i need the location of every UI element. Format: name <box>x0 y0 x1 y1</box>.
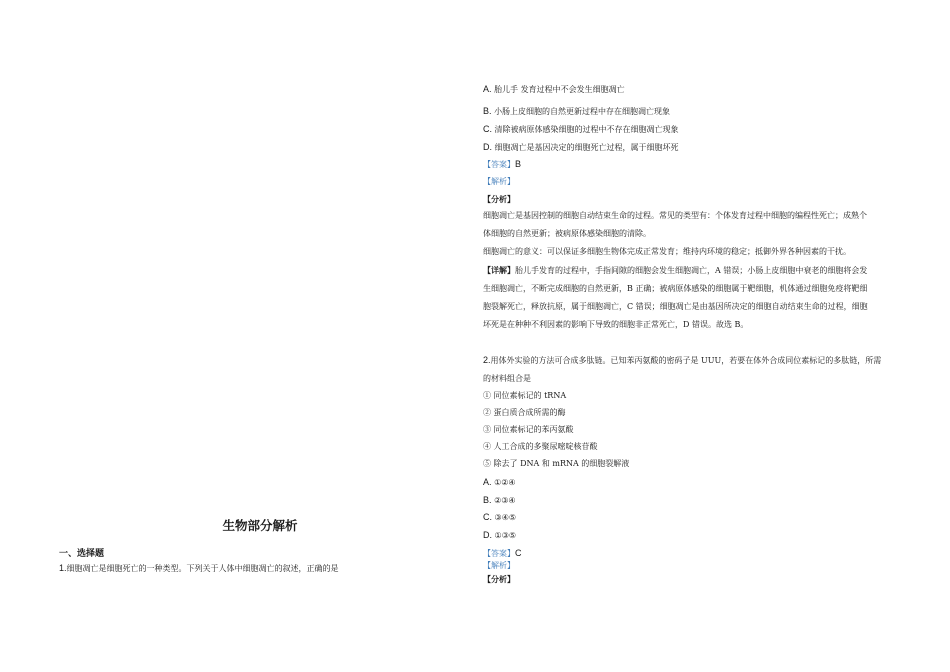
section-heading: 一、选择题 <box>59 549 105 559</box>
q2-option-b-letter: B. <box>483 495 492 505</box>
analysis-paragraph-line: 细胞凋亡的意义：可以保证多细胞生物体完成正常发育；维持内环境的稳定；抵御外界各种因素的干扰。 <box>483 247 851 256</box>
option-b-letter: B. <box>483 106 492 116</box>
detail-line: 坏死是在种种不利因素的影响下导致的细胞非正常死亡，D 错误。故选 B。 <box>483 320 749 329</box>
option-b-text: 小肠上皮细胞的自然更新过程中存在细胞凋亡现象 <box>494 107 671 116</box>
answer-1 <box>483 159 521 170</box>
q2-option-d-text: ①③⑤ <box>494 531 517 540</box>
question-2-text: 用体外实验的方法可合成多肽链。已知苯丙氨酸的密码子是 UUU，若要在体外合成同位素标记的多肽链，所需 <box>490 356 882 365</box>
analysis-paragraph-line: 体细胞的自然更新；被病原体感染细胞的清除。 <box>483 229 651 238</box>
page-title: 生物部分解析 <box>222 518 298 533</box>
answer-tag: 【答案】 <box>483 160 515 169</box>
question-1-text: 细胞凋亡是细胞死亡的一种类型。下列关于人体中细胞凋亡的叙述，正确的是 <box>66 564 339 573</box>
option-d-letter: D. <box>483 142 492 152</box>
material-item: ① 同位素标记的 tRNA <box>483 391 567 400</box>
option-a-text: 胎儿手 发育过程中不会发生细胞凋亡 <box>494 85 625 94</box>
q2-option-a <box>483 477 516 488</box>
analysis-tag: 【解析】 <box>483 177 515 186</box>
q2-option-d <box>483 530 516 541</box>
analysis-2-tag: 【解析】 <box>483 561 515 570</box>
detail-line: 生细胞凋亡，不断完成细胞的自然更新，B 正确；被病原体感染的细胞属于靶细胞，机体通过细胞免疫将靶细 <box>483 284 868 293</box>
answer-value: B <box>515 159 522 169</box>
detail-line <box>483 265 867 276</box>
material-item: ② 蛋白质合成所需的酶 <box>483 408 566 417</box>
q2-option-b-text: ②③④ <box>494 496 516 505</box>
option-a <box>483 84 625 95</box>
material-item: ⑤ 除去了 DNA 和 mRNA 的细胞裂解液 <box>483 459 630 468</box>
option-d <box>483 142 679 153</box>
option-d-text: 细胞凋亡是基因决定的细胞死亡过程，属于细胞坏死 <box>494 143 679 152</box>
material-item: ③ 同位素标记的苯丙氨酸 <box>483 425 574 434</box>
q2-option-c-text: ③④⑤ <box>494 513 517 522</box>
analysis-paragraph-line: 细胞凋亡是基因控制的细胞自动结束生命的过程。常见的类型有：个体发育过程中细胞的编程性死亡；成熟个 <box>483 211 867 220</box>
right-page <box>475 0 950 672</box>
fenxi-tag: 【分析】 <box>483 194 515 204</box>
question-2 <box>483 355 881 366</box>
material-item: ④ 人工合成的多聚尿嘧啶核苷酸 <box>483 442 598 451</box>
detail-line: 胞裂解死亡，释放抗原，属于细胞凋亡，C 错误；细胞凋亡是由基因所决定的细胞自动结束生命的过程，细胞 <box>483 302 868 311</box>
detail-tag: 【详解】 <box>483 265 515 275</box>
q2-option-a-text: ①②④ <box>494 478 516 487</box>
question-1-number: 1. <box>59 563 67 573</box>
option-c-text: 清除被病原体感染细胞的过程中不存在细胞凋亡现象 <box>494 125 679 134</box>
option-c <box>483 124 679 135</box>
answer-2-tag: 【答案】 <box>483 549 515 558</box>
question-2-number: 2. <box>483 355 491 365</box>
option-a-letter: A. <box>483 84 492 94</box>
option-b <box>483 106 670 117</box>
q2-option-d-letter: D. <box>483 530 492 540</box>
q2-option-b <box>483 495 516 506</box>
q2-option-c <box>483 512 516 523</box>
question-1 <box>59 563 339 574</box>
answer-2 <box>483 548 522 559</box>
option-c-letter: C. <box>483 124 492 134</box>
q2-option-a-letter: A. <box>483 477 492 487</box>
q2-option-c-letter: C. <box>483 512 492 522</box>
answer-2-value: C <box>515 548 522 558</box>
question-2-text-cont: 的材料组合是 <box>483 374 531 383</box>
detail-text: 胎儿手发育的过程中，手指间隙的细胞会发生细胞凋亡，A 错误；小肠上皮细胞中衰老的细胞将会发 <box>515 266 868 275</box>
fenxi-2-tag: 【分析】 <box>483 574 515 584</box>
